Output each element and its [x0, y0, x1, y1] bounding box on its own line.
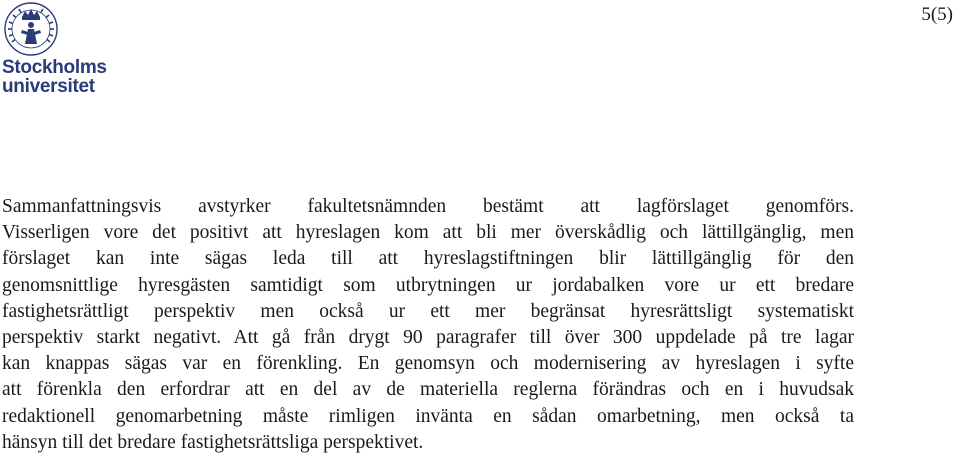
text-line: Visserligen vore det positivt att hyreslagen kom att bli mer överskådlig och lättillgänglig, men — [2, 222, 854, 244]
university-name-line1: Stockholms — [2, 57, 107, 78]
university-name — [2, 58, 107, 96]
university-name-line2: universitet — [2, 76, 95, 97]
text-line: att förenkla den erfordrar att en del av de materiella reglerna förändras och en i huvudsak — [2, 379, 854, 401]
text-line: kan knappas sägas var en förenkling. En genomsyn och modernisering av hyreslagen i syfte — [2, 353, 854, 375]
text-line: hänsyn till det bredare fastighetsrättsliga perspektivet. — [2, 431, 424, 453]
university-logo — [0, 0, 125, 100]
crown-seal-icon — [0, 0, 62, 58]
text-line: genomsnittlige hyresgästen samtidigt som utbrytningen ur jordabalken vore ur ett bredare — [2, 274, 854, 296]
text-line: perspektiv starkt negativt. Att gå från drygt 90 paragrafer till över 300 uppdelade på tre lagar — [2, 327, 854, 349]
page-number: 5(5) — [921, 4, 953, 25]
text-line: redaktionell genomarbetning måste rimligen invänta en sådan omarbetning, men också ta — [2, 405, 854, 427]
body-paragraph — [2, 194, 854, 456]
text-line: förslaget kan inte sägas leda till att hyreslagstiftningen blir lättillgänglig för den — [2, 248, 854, 270]
text-line: fastighetsrättligt perspektiv men också ur ett mer begränsat hyresrättsligt systematiskt — [2, 300, 854, 322]
text-line: Sammanfattningsvis avstyrker fakultetsnämnden bestämt att lagförslaget genomförs. — [2, 196, 854, 217]
